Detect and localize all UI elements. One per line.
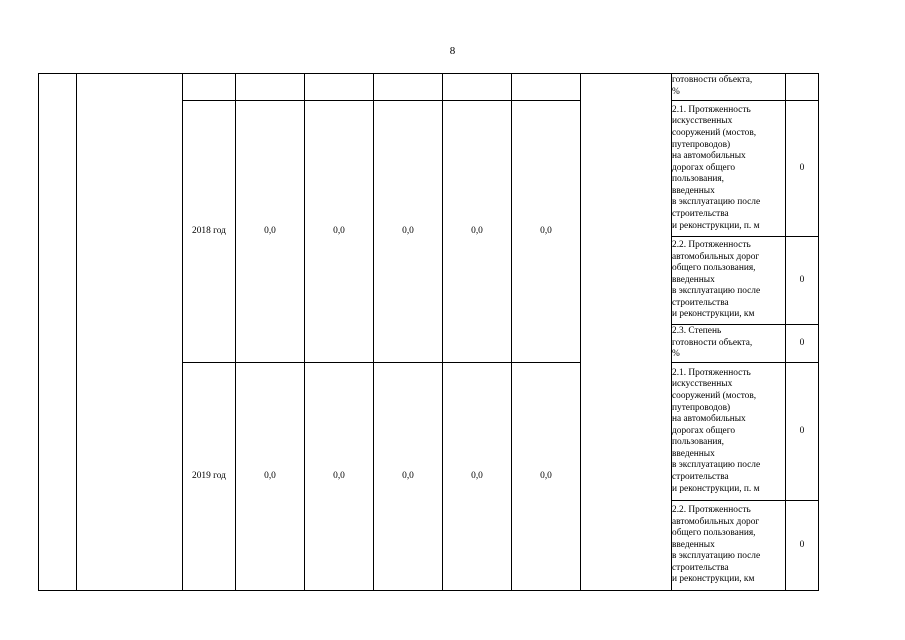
year-label: 2019 год xyxy=(183,363,236,591)
indicator-line: в эксплуатацию после xyxy=(672,460,761,471)
value-cell: 0,0 xyxy=(305,363,374,591)
indicator-line: в эксплуатацию после xyxy=(672,197,761,208)
indicator-line: на автомобильных xyxy=(672,414,746,425)
indicator-value: 0 xyxy=(786,237,819,325)
indicator-name xyxy=(672,74,786,101)
value-cell: 0,0 xyxy=(236,101,305,363)
indicator-line: % xyxy=(672,349,680,360)
indicator-line: строительства xyxy=(672,297,729,308)
indicator-name xyxy=(672,101,786,237)
indicator-line: и реконструкции, п. м xyxy=(672,220,760,231)
indicator-line: в эксплуатацию после xyxy=(672,551,761,562)
indicator-line: 2.1. Протяженность xyxy=(672,104,751,115)
indicator-line: введенных xyxy=(672,274,715,285)
value-cell: 0,0 xyxy=(236,363,305,591)
indicator-name xyxy=(672,237,786,325)
indicator-line: искусственных xyxy=(672,116,733,127)
indicator-line: и реконструкции, км xyxy=(672,574,755,585)
value-cell-empty xyxy=(443,74,512,101)
value-cell-empty xyxy=(305,74,374,101)
indicator-value: 0 xyxy=(786,325,819,363)
indicator-line: 2.3. Степень xyxy=(672,326,722,337)
indicator-line: 2.2. Протяженность xyxy=(672,504,751,515)
continuation-row xyxy=(39,74,819,101)
indicator-line: введенных xyxy=(672,539,715,550)
value-cell: 0,0 xyxy=(512,363,581,591)
indicator-line: в эксплуатацию после xyxy=(672,286,761,297)
value-cell: 0,0 xyxy=(443,363,512,591)
page-number: 8 xyxy=(449,45,456,57)
indicator-line: сооружений (мостов, xyxy=(672,127,757,138)
indicator-line: и реконструкции, п. м xyxy=(672,483,760,494)
indicator-line: пользования, xyxy=(672,437,725,448)
indicator-line: на автомобильных xyxy=(672,151,746,162)
indicator-line: % xyxy=(672,87,680,97)
value-cell-empty xyxy=(236,74,305,101)
value-cell: 0,0 xyxy=(374,363,443,591)
indicator-line: введенных xyxy=(672,185,715,196)
indicator-line: строительства xyxy=(672,562,729,573)
program-indicators-table xyxy=(38,73,819,591)
executor-cell xyxy=(581,74,672,591)
indicator-line: готовности объекта, xyxy=(672,75,753,86)
indicator-line: готовности объекта, xyxy=(672,337,753,348)
indicator-line: общего пользования, xyxy=(672,528,756,539)
indicator-line: 2.1. Протяженность xyxy=(672,367,751,378)
indicator-line: автомобильных дорог xyxy=(672,251,760,262)
indicator-line: пользования, xyxy=(672,174,725,185)
indicator-value: 0 xyxy=(786,501,819,591)
value-cell: 0,0 xyxy=(443,101,512,363)
indicator-value: 0 xyxy=(786,101,819,237)
indicator-name xyxy=(672,325,786,363)
value-cell: 0,0 xyxy=(374,101,443,363)
indicator-name xyxy=(672,501,786,591)
indicator-line: строительства xyxy=(672,472,729,483)
indicator-value: 0 xyxy=(786,363,819,501)
value-cell: 0,0 xyxy=(305,101,374,363)
indicator-value-empty xyxy=(786,74,819,101)
indicator-line: общего пользования, xyxy=(672,263,756,274)
indicator-line: искусственных xyxy=(672,379,733,390)
indicator-line: и реконструкции, км xyxy=(672,309,755,320)
indicator-line: путепроводов) xyxy=(672,139,731,150)
value-cell-empty xyxy=(512,74,581,101)
year-label: 2018 год xyxy=(183,101,236,363)
indicator-line: дорогах общего xyxy=(672,425,736,436)
name-cell xyxy=(77,74,183,591)
value-cell: 0,0 xyxy=(512,101,581,363)
indicator-line: сооружений (мостов, xyxy=(672,390,757,401)
indicator-line: строительства xyxy=(672,209,729,220)
year-cell-empty xyxy=(183,74,236,101)
indicator-line: автомобильных дорог xyxy=(672,516,760,527)
indicator-line: путепроводов) xyxy=(672,402,731,413)
indicator-line: 2.2. Протяженность xyxy=(672,239,751,250)
value-cell-empty xyxy=(374,74,443,101)
number-cell xyxy=(39,74,77,591)
indicator-line: дорогах общего xyxy=(672,162,736,173)
indicator-line: введенных xyxy=(672,448,715,459)
indicator-name xyxy=(672,363,786,501)
